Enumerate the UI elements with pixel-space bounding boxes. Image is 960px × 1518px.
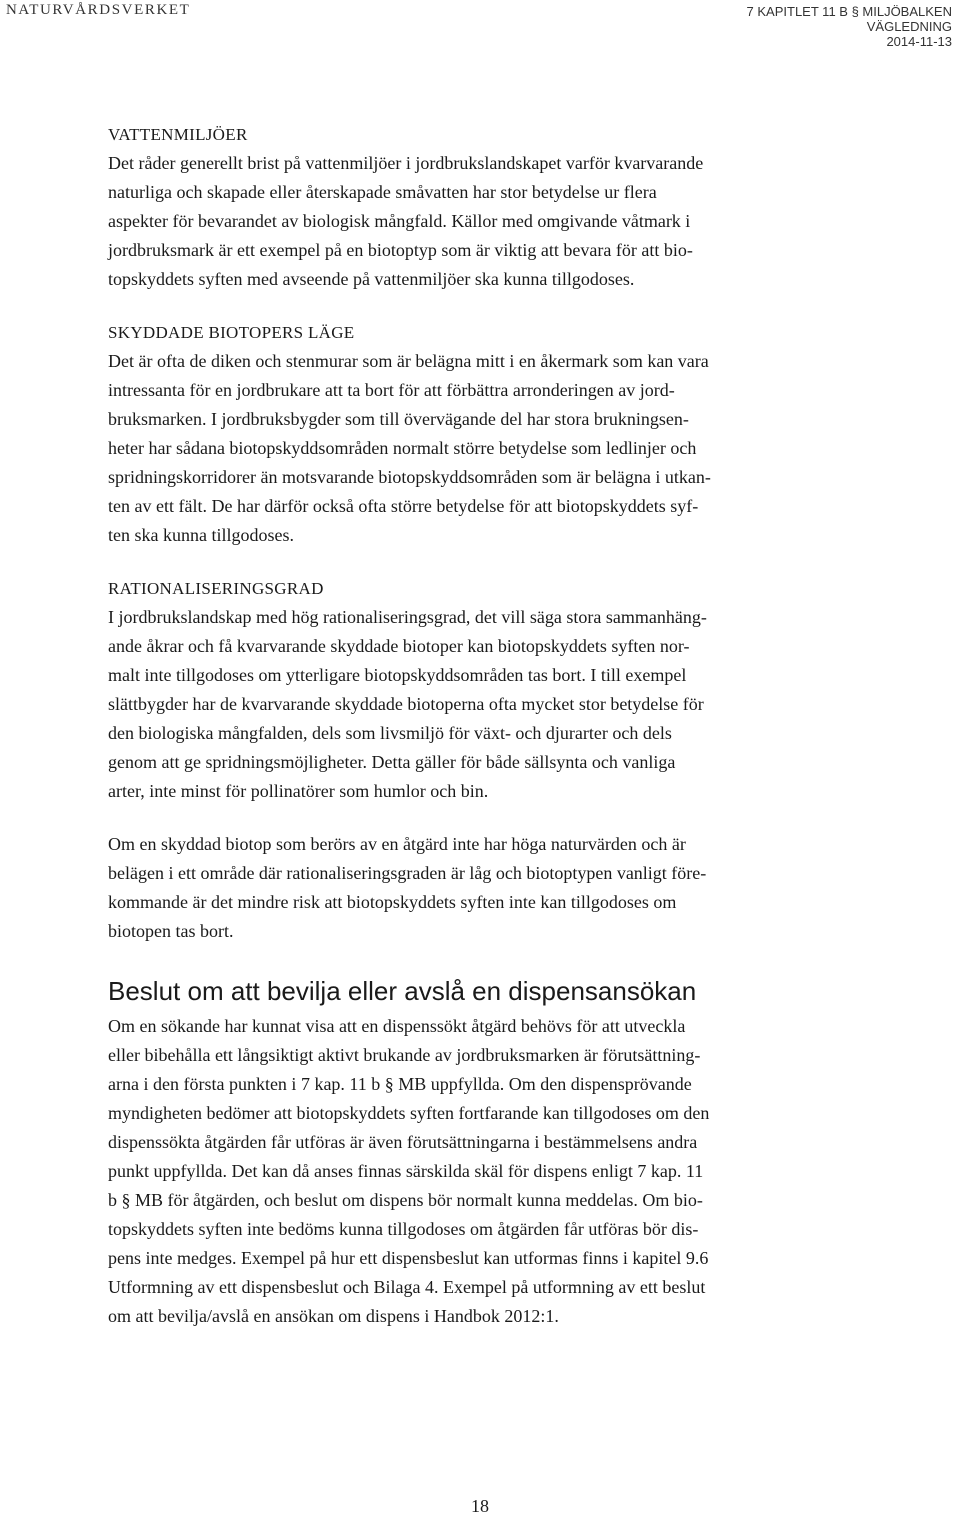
text-line: dispenssökta åtgärden får utföras är även förutsättningarna i bestämmelsens andra [108,1132,698,1152]
publisher-name: NATURVÅRDSVERKET [6,2,191,18]
text-line: ande åkrar och få kvarvarande skyddade biotoper kan biotopskyddets syften nor- [108,636,690,656]
paragraph-beslut [108,1012,848,1331]
text-line: Om en sökande har kunnat visa att en dispenssökt åtgärd behövs för att utveckla [108,1016,686,1036]
text-line: belägen i ett område där rationaliseringsgraden är låg och biotoptypen vanligt före- [108,863,707,883]
text-line: Om en skyddad biotop som berörs av en åtgärd inte har höga naturvärden och är [108,834,686,854]
paragraph-rationalisering-2 [108,830,848,946]
text-line: arna i den första punkten i 7 kap. 11 b § MB uppfyllda. Om den dispensprövande [108,1074,692,1094]
text-line: punkt uppfyllda. Det kan då anses finnas särskilda skäl för dispens enligt 7 kap. 11 [108,1161,704,1181]
section-heading-vattenmiljoer: VATTENMILJÖER [108,125,248,144]
text-line: eller bibehålla ett långsiktigt aktivt brukande av jordbruksmarken är förutsättning- [108,1045,701,1065]
text-line: malt inte tillgodoses om ytterligare biotopskyddsområden tas bort. I till exempel [108,665,687,685]
text-line: jordbruksmark är ett exempel på en biotoptyp som är viktig att bevara för att bio- [108,240,693,260]
text-line: slättbygder har de kvarvarande skyddade biotoperna ofta mycket stor betydelse för [108,694,704,714]
text-line: heter har sådana biotopskyddsområden normalt större betydelse som ledlinjer och [108,438,697,458]
text-line: Utformning av ett dispensbeslut och Bilaga 4. Exempel på utformning av ett beslut [108,1277,706,1297]
paragraph-vattenmiljoer [108,149,848,294]
paragraph-rationalisering [108,603,848,806]
text-line: biotopen tas bort. [108,921,234,941]
document-type: VÄGLEDNING [866,19,952,34]
paragraph-lage [108,347,848,550]
text-line: genom att ge spridningsmöjligheter. Detta gäller för både sällsynta och vanliga [108,752,676,772]
text-line: pens inte medges. Exempel på hur ett dispensbeslut kan utformas finns i kapitel 9.6 [108,1248,709,1268]
document-date: 2014-11-13 [886,34,952,49]
text-line: topskyddets syften med avseende på vattenmiljöer ska kunna tillgodoses. [108,269,635,289]
document-chapter: 7 KAPITLET 11 B § MILJÖBALKEN [746,4,952,19]
text-line: om att bevilja/avslå en ansökan om dispens i Handbok 2012:1. [108,1306,559,1326]
text-line: intressanta för en jordbrukare att ta bort för att förbättra arronderingen av jord- [108,380,675,400]
text-line: bruksmarken. I jordbruksbygder som till övervägande del har stora brukningsen- [108,409,689,429]
text-line: I jordbrukslandskap med hög rationaliseringsgrad, det vill säga stora sammanhäng- [108,607,707,627]
text-line: b § MB för åtgärden, och beslut om dispens bör normalt kunna meddelas. Om bio- [108,1190,703,1210]
text-line: naturliga och skapade eller återskapade småvatten har stor betydelse ur flera [108,182,657,202]
text-line: kommande är det mindre risk att biotopskyddets syften inte kan tillgodoses om [108,892,677,912]
section-heading-beslut: Beslut om att bevilja eller avslå en dispensansökan [108,976,697,1006]
text-line: Det är ofta de diken och stenmurar som är belägna mitt i en åkermark som kan vara [108,351,709,371]
section-heading-rationalisering: RATIONALISERINGSGRAD [108,579,324,598]
text-line: den biologiska mångfalden, dels som livsmiljö för växt- och djurarter och dels [108,723,672,743]
text-line: myndigheten bedömer att biotopskyddets syften fortfarande kan tillgodoses om den [108,1103,710,1123]
page-body [108,120,848,1331]
text-line: spridningskorridorer än motsvarande biotopskyddsområden som är belägna i utkan- [108,467,711,487]
text-line: Det råder generellt brist på vattenmiljöer i jordbrukslandskapet varför kvarvarande [108,153,704,173]
text-line: ten av ett fält. De har därför också ofta större betydelse för att biotopskyddets syf- [108,496,699,516]
page-number: 18 [471,1496,489,1516]
text-line: ten ska kunna tillgodoses. [108,525,294,545]
text-line: aspekter för bevarandet av biologisk mångfald. Källor med omgivande våtmark i [108,211,691,231]
text-line: arter, inte minst för pollinatörer som humlor och bin. [108,781,489,801]
section-heading-lage: SKYDDADE BIOTOPERS LÄGE [108,323,355,342]
document-meta [747,4,952,49]
text-line: topskyddets syften inte bedöms kunna tillgodoses om åtgärden får utföras bör dis- [108,1219,699,1239]
